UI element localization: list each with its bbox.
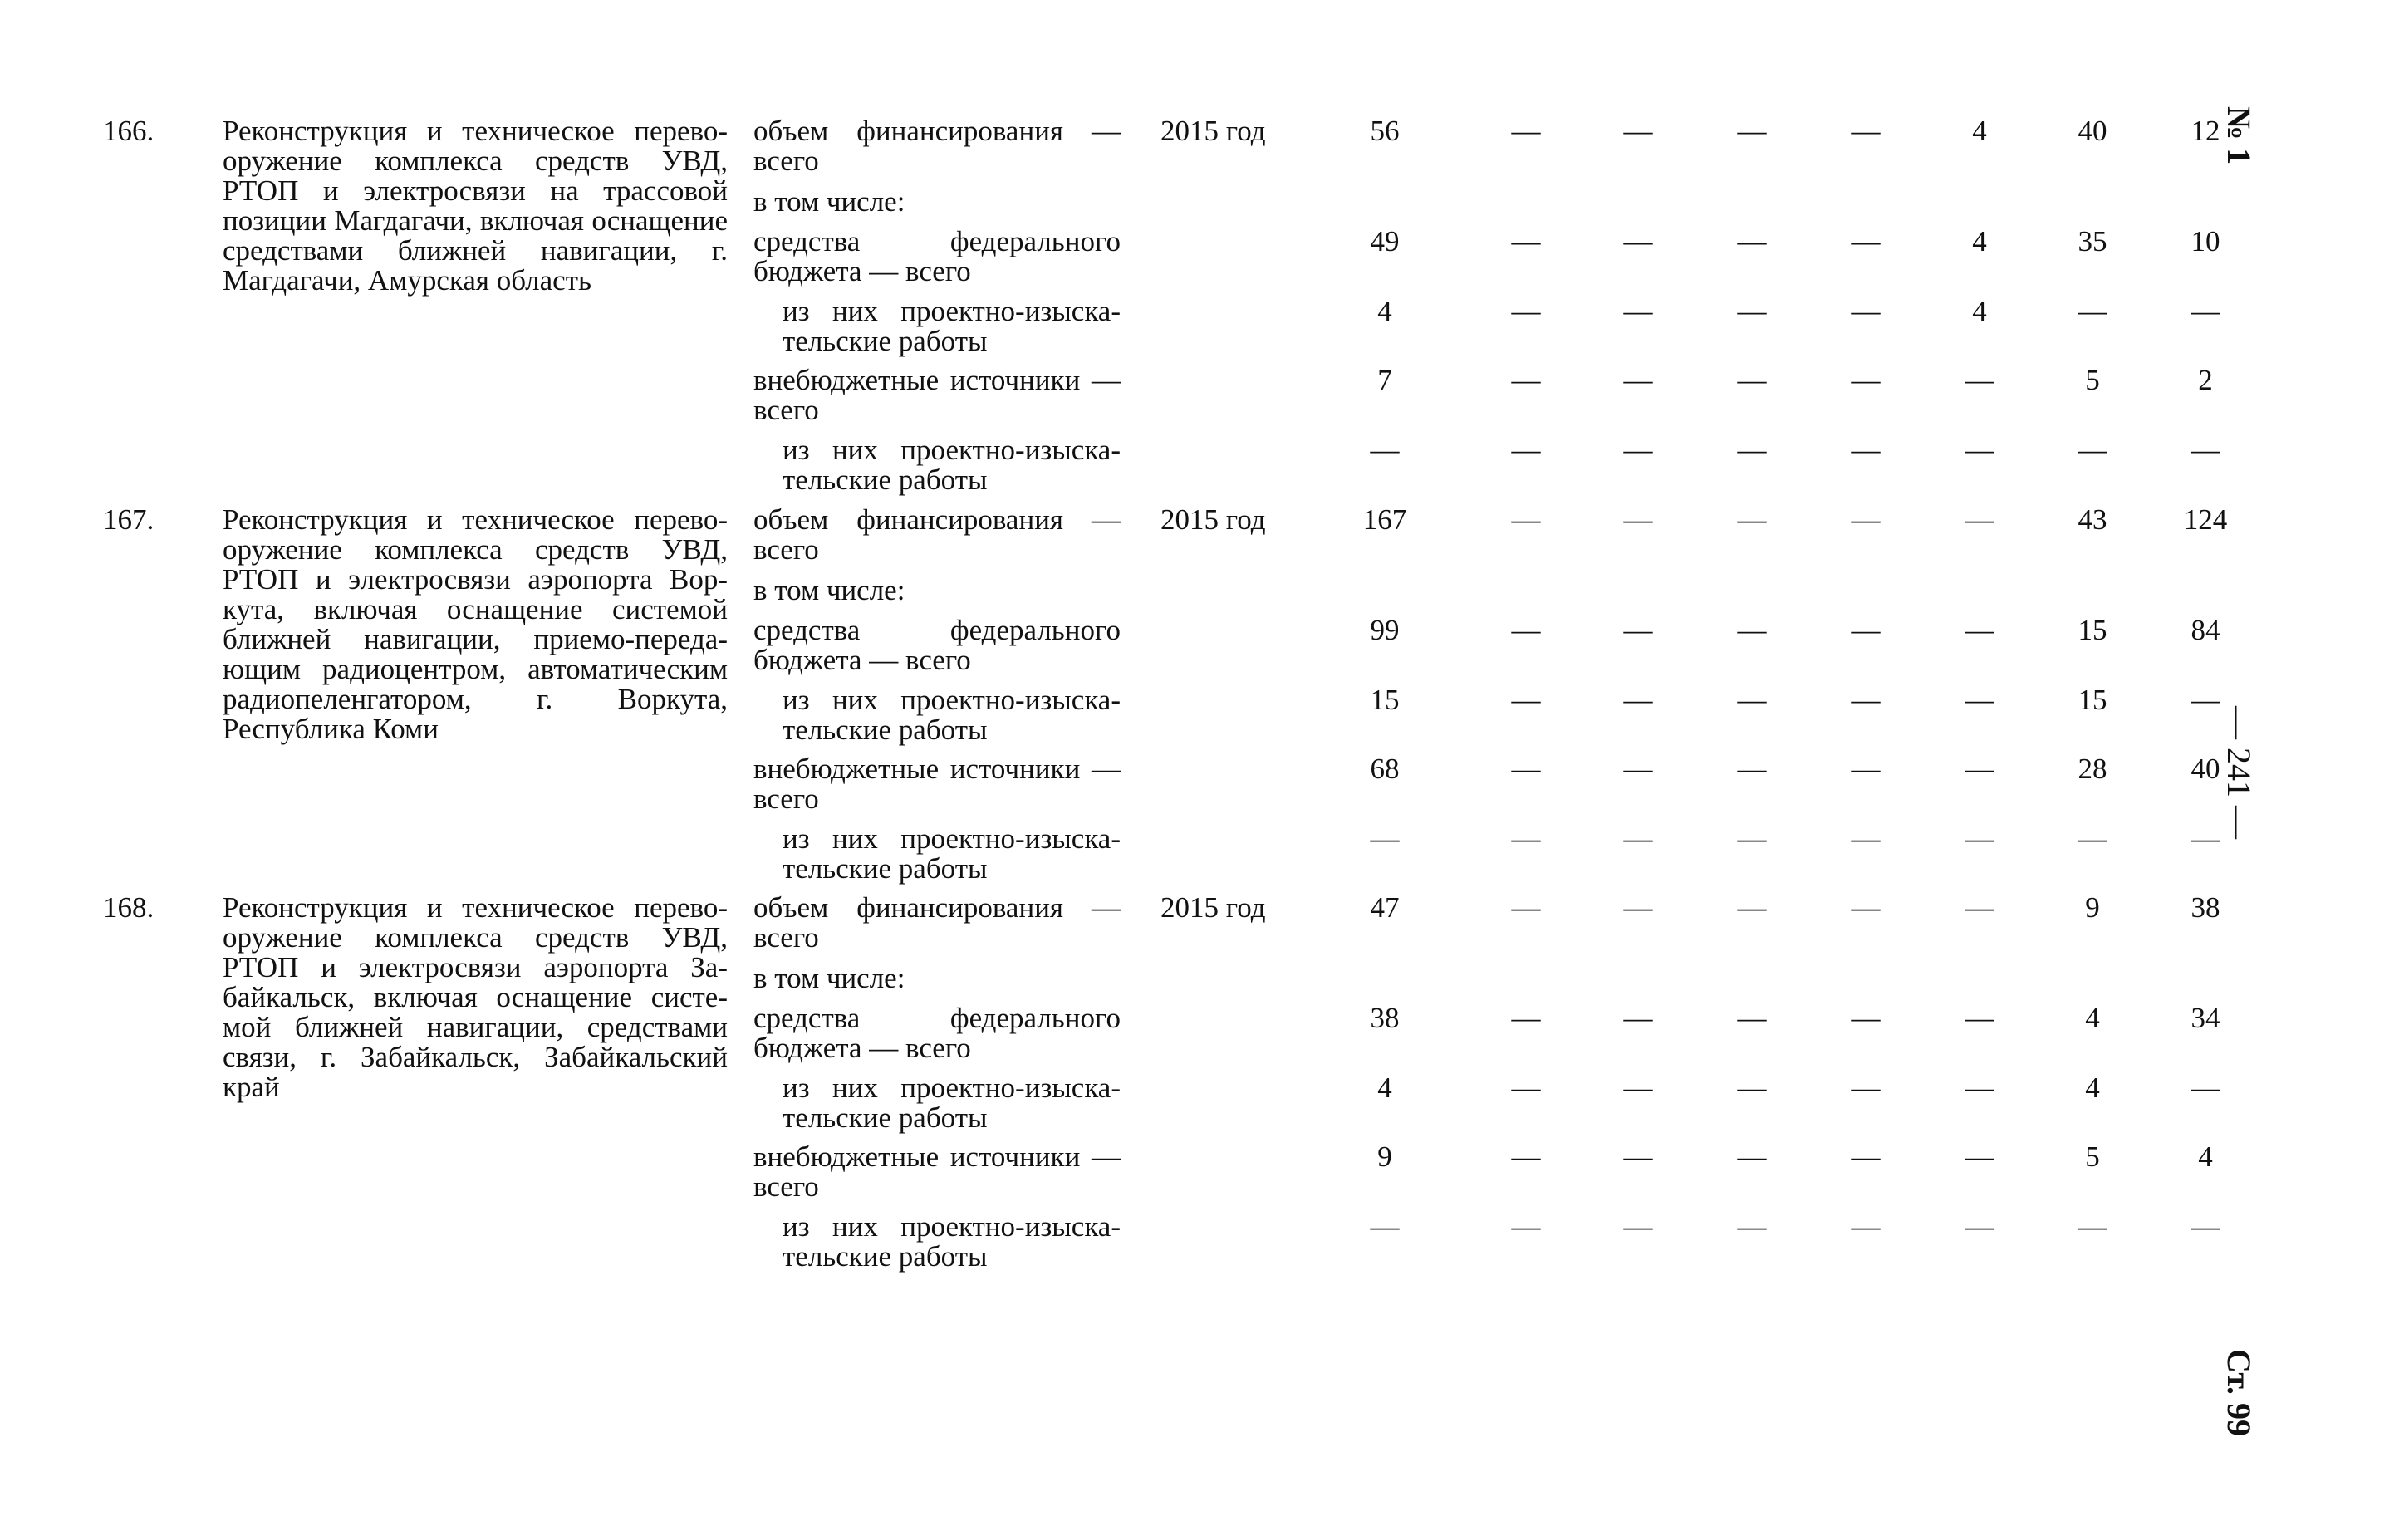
value-cell: 5 bbox=[2085, 364, 2100, 396]
value-cell: 2 bbox=[2198, 364, 2213, 396]
row-label: объем финансирования — всего bbox=[753, 115, 1121, 177]
value-cell: 40 bbox=[2191, 753, 2220, 785]
value-cell: — bbox=[2078, 1210, 2107, 1243]
value-cell: 4 bbox=[1972, 225, 1987, 257]
value-cell: — bbox=[1623, 614, 1653, 646]
value-cell: — bbox=[1965, 503, 1994, 536]
value-cell: — bbox=[1623, 753, 1653, 785]
value-cell: 15 bbox=[2078, 684, 2107, 716]
value-cell: — bbox=[1737, 753, 1767, 785]
value-cell: — bbox=[2191, 1210, 2220, 1243]
value-cell: — bbox=[1623, 503, 1653, 536]
entry-number: 168. bbox=[103, 891, 155, 924]
value-cell: — bbox=[1370, 822, 1400, 855]
row-label: из них проектно-изыскательские работы bbox=[783, 1072, 1121, 1134]
value-cell: 34 bbox=[2191, 1002, 2220, 1034]
value-cell: 47 bbox=[1370, 891, 1400, 924]
value-cell: — bbox=[1965, 684, 1994, 716]
value-cell: 5 bbox=[2085, 1140, 2100, 1173]
value-cell: — bbox=[1511, 225, 1541, 257]
value-cell: — bbox=[1737, 225, 1767, 257]
value-cell: — bbox=[1511, 503, 1541, 536]
value-cell: — bbox=[1623, 225, 1653, 257]
entry-title: Реконструкция и техническое перевооружение комплекса средств УВД, РТОП и электросвязи аэропорта Забайкальск, включая оснащение системой ближней навигации, средствами связи, г. Забайкальск, Забайкальский край bbox=[223, 891, 728, 1103]
entry-year: 2015 год bbox=[1160, 891, 1266, 924]
entry-year: 2015 год bbox=[1160, 503, 1266, 536]
entry-year: 2015 год bbox=[1160, 115, 1266, 147]
value-cell: — bbox=[2191, 1072, 2220, 1104]
value-cell: — bbox=[2078, 822, 2107, 855]
value-cell: — bbox=[1511, 1210, 1541, 1243]
row-label: из них проектно-изыскательские работы bbox=[783, 295, 1121, 357]
value-cell: 35 bbox=[2078, 225, 2107, 257]
value-cell: 10 bbox=[2191, 225, 2220, 257]
value-cell: — bbox=[1851, 614, 1881, 646]
value-cell: — bbox=[1370, 434, 1400, 466]
article-number: Ст. 99 bbox=[2220, 1349, 2258, 1436]
value-cell: 4 bbox=[1972, 295, 1987, 327]
row-label: объем финансирования — всего bbox=[753, 891, 1121, 954]
value-cell: — bbox=[1511, 1140, 1541, 1173]
value-cell: — bbox=[1737, 822, 1767, 855]
value-cell: 124 bbox=[2183, 503, 2228, 536]
value-cell: — bbox=[1737, 115, 1767, 147]
value-cell: 49 bbox=[1370, 225, 1400, 257]
value-cell: — bbox=[1965, 891, 1994, 924]
value-cell: — bbox=[1623, 364, 1653, 396]
value-cell: 68 bbox=[1370, 753, 1400, 785]
value-cell: 4 bbox=[1377, 295, 1392, 327]
value-cell: — bbox=[1511, 684, 1541, 716]
row-label: средства федерального бюджета — всего bbox=[753, 1002, 1121, 1064]
entry-title: Реконструкция и техническое перевооружение комплекса средств УВД, РТОП и электросвязи на трассовой позиции Магдагачи, включая оснащение средствами ближней навигации, г. Магдагачи, Амурская область bbox=[223, 115, 728, 297]
value-cell: — bbox=[1623, 1072, 1653, 1104]
value-cell: — bbox=[1965, 1002, 1994, 1034]
value-cell: 38 bbox=[1370, 1002, 1400, 1034]
value-cell: 7 bbox=[1377, 364, 1392, 396]
row-label: средства федерального бюджета — всего bbox=[753, 225, 1121, 287]
value-cell: — bbox=[1851, 1210, 1881, 1243]
entry-number: 166. bbox=[103, 115, 155, 147]
value-cell: — bbox=[1851, 1002, 1881, 1034]
value-cell: — bbox=[1851, 684, 1881, 716]
value-cell: — bbox=[1511, 115, 1541, 147]
value-cell: — bbox=[1737, 503, 1767, 536]
entry-title: Реконструкция и техническое перевооружение комплекса средств УВД, РТОП и электросвязи аэропорта Воркута, включая оснащение системой ближней навигации, приемо-передающим радиоцентром, автоматическим радиопеленгатором, г. Воркута, Республика Коми bbox=[223, 503, 728, 745]
row-label: из них проектно-изыскательские работы bbox=[783, 1210, 1121, 1273]
value-cell: — bbox=[1737, 1210, 1767, 1243]
value-cell: — bbox=[1737, 1072, 1767, 1104]
value-cell: — bbox=[1511, 295, 1541, 327]
value-cell: — bbox=[1623, 295, 1653, 327]
value-cell: 9 bbox=[1377, 1140, 1392, 1173]
value-cell: — bbox=[2191, 434, 2220, 466]
value-cell: — bbox=[1851, 364, 1881, 396]
value-cell: — bbox=[1623, 822, 1653, 855]
row-label: внебюджетные источники — всего bbox=[753, 1140, 1121, 1203]
value-cell: — bbox=[1623, 434, 1653, 466]
value-cell: — bbox=[1737, 891, 1767, 924]
value-cell: — bbox=[2191, 684, 2220, 716]
value-cell: — bbox=[1851, 295, 1881, 327]
value-cell: — bbox=[1511, 891, 1541, 924]
value-cell: — bbox=[1370, 1210, 1400, 1243]
value-cell: 4 bbox=[1377, 1072, 1392, 1104]
value-cell: — bbox=[1623, 1002, 1653, 1034]
row-label: внебюджетные источники — всего bbox=[753, 753, 1121, 815]
value-cell: 4 bbox=[2198, 1140, 2213, 1173]
value-cell: 12 bbox=[2191, 115, 2220, 147]
value-cell: 167 bbox=[1362, 503, 1407, 536]
value-cell: — bbox=[1851, 115, 1881, 147]
entry-number: 167. bbox=[103, 503, 155, 536]
value-cell: — bbox=[1965, 1210, 1994, 1243]
value-cell: 4 bbox=[2085, 1002, 2100, 1034]
value-cell: — bbox=[1737, 614, 1767, 646]
value-cell: — bbox=[1737, 364, 1767, 396]
value-cell: — bbox=[1737, 434, 1767, 466]
value-cell: 15 bbox=[2078, 614, 2107, 646]
value-cell: — bbox=[1511, 364, 1541, 396]
value-cell: — bbox=[1965, 434, 1994, 466]
value-cell: — bbox=[1965, 614, 1994, 646]
row-label: в том числе: bbox=[753, 185, 905, 218]
issue-number: № 1 bbox=[2220, 106, 2258, 165]
value-cell: — bbox=[1511, 434, 1541, 466]
value-cell: — bbox=[1511, 614, 1541, 646]
value-cell: — bbox=[1851, 822, 1881, 855]
value-cell: — bbox=[1623, 684, 1653, 716]
row-label: в том числе: bbox=[753, 962, 905, 994]
value-cell: 28 bbox=[2078, 753, 2107, 785]
page-number: — 241 — bbox=[2220, 706, 2258, 839]
row-label: из них проектно-изыскательские работы bbox=[783, 434, 1121, 496]
value-cell: — bbox=[1737, 1140, 1767, 1173]
value-cell: — bbox=[1511, 753, 1541, 785]
value-cell: 99 bbox=[1370, 614, 1400, 646]
value-cell: — bbox=[1965, 753, 1994, 785]
value-cell: 38 bbox=[2191, 891, 2220, 924]
row-label: объем финансирования — всего bbox=[753, 503, 1121, 566]
value-cell: — bbox=[1851, 434, 1881, 466]
value-cell: — bbox=[1965, 364, 1994, 396]
value-cell: — bbox=[2191, 295, 2220, 327]
row-label: средства федерального бюджета — всего bbox=[753, 614, 1121, 676]
value-cell: 84 bbox=[2191, 614, 2220, 646]
value-cell: — bbox=[1623, 1140, 1653, 1173]
value-cell: — bbox=[1737, 295, 1767, 327]
value-cell: 43 bbox=[2078, 503, 2107, 536]
value-cell: — bbox=[1965, 1140, 1994, 1173]
value-cell: — bbox=[2078, 434, 2107, 466]
value-cell: — bbox=[1737, 684, 1767, 716]
row-label: из них проектно-изыскательские работы bbox=[783, 684, 1121, 746]
value-cell: — bbox=[1965, 822, 1994, 855]
value-cell: — bbox=[1737, 1002, 1767, 1034]
value-cell: — bbox=[1965, 1072, 1994, 1104]
value-cell: 56 bbox=[1370, 115, 1400, 147]
row-label: внебюджетные источники — всего bbox=[753, 364, 1121, 426]
value-cell: 9 bbox=[2085, 891, 2100, 924]
value-cell: — bbox=[1851, 753, 1881, 785]
value-cell: — bbox=[1851, 503, 1881, 536]
value-cell: 40 bbox=[2078, 115, 2107, 147]
row-label: в том числе: bbox=[753, 574, 905, 606]
value-cell: 4 bbox=[2085, 1072, 2100, 1104]
value-cell: — bbox=[1623, 891, 1653, 924]
value-cell: — bbox=[1623, 1210, 1653, 1243]
value-cell: 4 bbox=[1972, 115, 1987, 147]
value-cell: — bbox=[1511, 822, 1541, 855]
value-cell: — bbox=[2078, 295, 2107, 327]
value-cell: — bbox=[2191, 822, 2220, 855]
value-cell: 15 bbox=[1370, 684, 1400, 716]
value-cell: — bbox=[1851, 1140, 1881, 1173]
value-cell: — bbox=[1851, 1072, 1881, 1104]
value-cell: — bbox=[1511, 1002, 1541, 1034]
value-cell: — bbox=[1511, 1072, 1541, 1104]
value-cell: — bbox=[1623, 115, 1653, 147]
row-label: из них проектно-изыскательские работы bbox=[783, 822, 1121, 885]
value-cell: — bbox=[1851, 891, 1881, 924]
value-cell: — bbox=[1851, 225, 1881, 257]
